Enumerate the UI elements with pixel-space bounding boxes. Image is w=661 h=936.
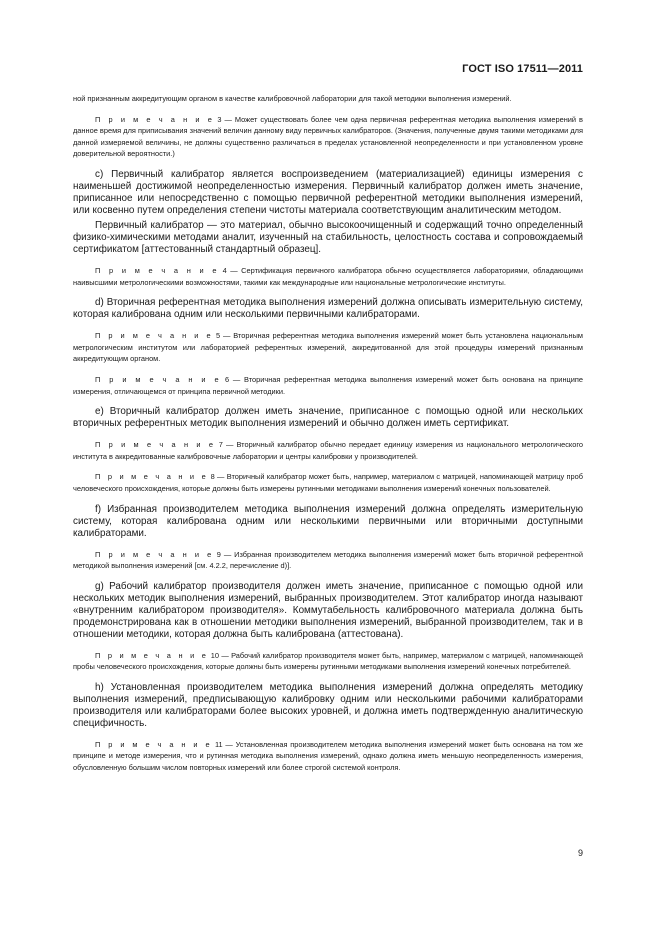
note-number: 8 (210, 472, 215, 482)
note-number: 11 (215, 739, 223, 749)
page-number: 9 (577, 848, 583, 858)
note-text: — Вторичная референтная методика выполнения измерений может быть установлена национальным метрологическим институтом или лабораторией референтных измерений, аккредитованной для этой процедуры измерений признанным аккредитующим органом. (73, 331, 584, 364)
note-label: П р и м е ч а н и е (95, 472, 209, 482)
note-10 (73, 650, 583, 673)
note-3 (73, 114, 583, 160)
list-item-c: c) Первичный калибратор является воспроизведением (материализацией) единицы измерения с наименьшей достижимой неопределенностью измерения. Первичный калибратор должен иметь значение, приписанное или непосредственно с помощью первичной референтной методики выполнения измерений, или косвенно путем определения степени чистоты материала соответствующим аналитическим методом. (73, 168, 583, 216)
note-text: — Вторичная референтная методика выполнения измерений может быть основана на принципе измерения, отличающемся от принципа первичной методики. (73, 374, 583, 396)
note-text: — Может существовать более чем одна первичная референтная методика выполнения измерений в данное время для приписывания значений величин данному виду первичных калибраторов. (Значения, полученные двумя такими методиками для данной измеряемой величины, не должны существенно различаться в пределах установленной неопределенности и при установленном уровне доверительной вероятности.) (73, 114, 583, 159)
note-number: 10 (210, 650, 220, 660)
body-text: ной признанным аккредитующим органом в качестве калибровочной лаборатории для такой методики выполнения измерений. (73, 94, 512, 103)
note-number: 6 (224, 374, 230, 384)
list-item-f: f) Избранная производителем методика выполнения измерений должна определять измерительную систему, которая калибрована одним или несколькими первичными или вторичными доступными калибраторами. (73, 503, 583, 539)
note-label: П р и м е ч а н и е (95, 440, 216, 450)
note-text: — Избранная производителем методика выполнения измерений может быть вторичной референтной методикой выполнения измерений [см. 4.2.2, перечисление d)]. (73, 549, 583, 571)
note-7 (73, 439, 583, 462)
note-9 (73, 549, 583, 572)
list-item-e: e) Вторичный калибратор должен иметь значение, приписанное с помощью одной или нескольких вторичных референтных методик выполнения измерений и обычно должен иметь сертификат. (73, 406, 583, 430)
note-label: П р и м е ч а н и е (95, 331, 214, 341)
note-label: П р и м е ч а н и е (95, 739, 213, 749)
note-text: — Установленная производителем методика выполнения измерений может быть основана на том же принципе и методе измерения, что и рутинная методика выполнения измерений, однако должна иметь меньшую неопределенность измерения, обусловленную большим числом повторных измерений или более строгой системой контроля. (73, 739, 584, 773)
note-number: 9 (216, 549, 221, 559)
list-item-d: d) Вторичная референтная методика выполнения измерений должна описывать измерительную систему, которая калибрована одним или несколькими первичными калибраторами. (73, 297, 583, 321)
note-label: П р и м е ч а н и е (95, 549, 214, 559)
note-text: — Рабочий калибратор производителя может быть, например, материалом с матрицей, напоминающей пробы человеческого происхождения, которые должны быть измерены рутинными методиками выполнения измерений конечных потребителей. (73, 650, 583, 672)
note-number: 5 (216, 331, 221, 341)
note-label: П р и м е ч а н и е (95, 374, 222, 384)
note-text: — Вторичный калибратор может быть, например, материалом с матрицей, напоминающей матрицу проб человеческого происхождения, которые должны быть измерены рутинными методиками выполнения измерений конечных пользователей. (73, 472, 584, 493)
note-5 (73, 330, 583, 365)
note-8 (73, 471, 583, 494)
note-text: — Вторичный калибратор обычно передает единицу измерения из национального метрологического института в аккредитованные калибровочные лаборатории и центры калибровки у производителей. (73, 440, 584, 461)
note-6 (73, 374, 583, 397)
note-label: П р и м е ч а н и е (95, 114, 215, 124)
note-label: П р и м е ч а н и е (95, 265, 220, 275)
note-11 (73, 739, 583, 774)
note-text: — Сертификация первичного калибратора обычно осуществляется лабораториями, обладающими наивысшими метрологическими возможностями, такими как международные или национальные метрологические институты. (73, 265, 583, 287)
note-4 (73, 265, 583, 288)
list-item-g: g) Рабочий калибратор производителя должен иметь значение, приписанное с помощью одной или нескольких методик выполнения измерений, выбранных производителем. Этот калибратор иногда называют «внутренним калибратором производителя». Коммутабельность калибровочного материала должна быть продемонстрирована как в отношении методики выполнения измерений, выбранной производителем, так и в отношении методики, которая должна быть калибрована (аттестована). (73, 580, 583, 640)
note-label: П р и м е ч а н и е (95, 650, 209, 660)
note-number: 3 (217, 114, 222, 124)
note-number: 4 (222, 265, 227, 275)
standard-header: ГОСТ ISO 17511—2011 (462, 63, 583, 75)
page-content (73, 93, 583, 774)
paragraph-primary-calibrator: Первичный калибратор — это материал, обычно высокоочищенный и содержащий точно определенный физико-химическими методами аналит, изученный на стабильность, целостность состава и сопровождаемый сертификатом [аттестованный стандартный образец]. (73, 219, 583, 255)
list-item-h: h) Установленная производителем методика выполнения измерений должна определять методику выполнения измерений, предписывающую калибровку одним или несколькими рабочими калибраторами производителя или калибраторами более высоких уровней, и должна иметь подтвержденную аналитическую специфичность. (73, 681, 583, 729)
note-number: 7 (218, 440, 223, 450)
